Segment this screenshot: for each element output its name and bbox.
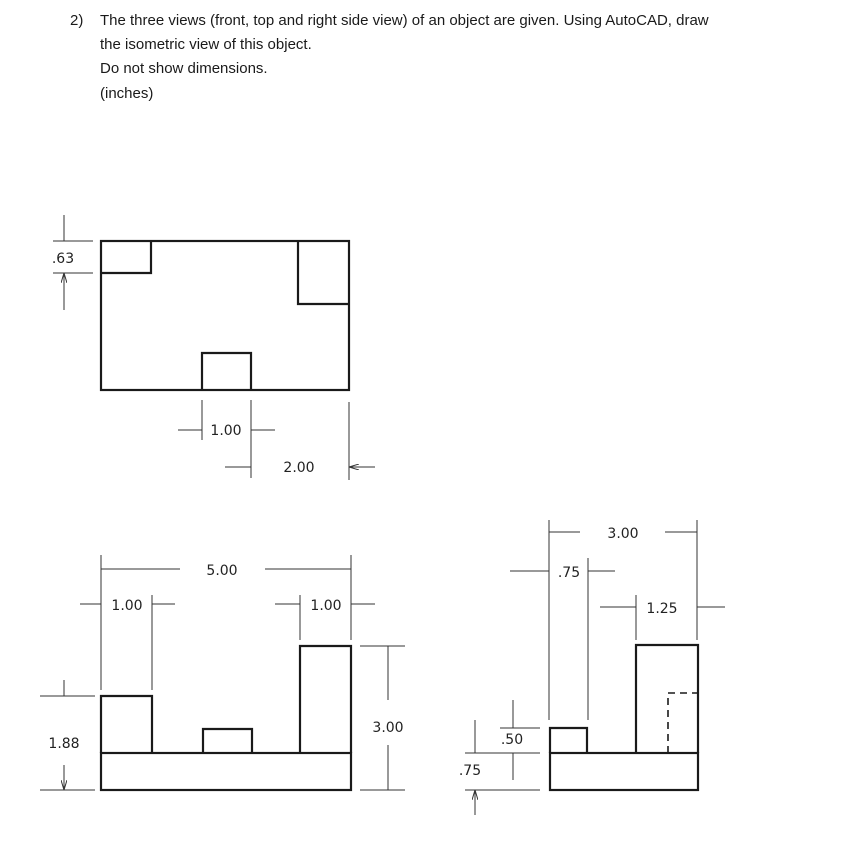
dim-side-075-top: .75 <box>557 565 581 581</box>
dim-side-050: .50 <box>500 732 524 748</box>
dim-side-300: 3.00 <box>607 526 639 542</box>
dim-front-100-right: 1.00 <box>310 598 342 614</box>
dim-front-300: 3.00 <box>372 720 404 736</box>
front-view <box>40 555 405 790</box>
problem-text-line-1: The three views (front, top and right side view) of an object are given. Using AutoCAD, draw <box>100 12 709 29</box>
dim-top-063: .63 <box>51 251 75 267</box>
dim-side-125: 1.25 <box>646 601 678 617</box>
dim-front-500: 5.00 <box>206 563 238 579</box>
problem-text-line-3: Do not show dimensions. <box>100 60 268 77</box>
dim-top-100: 1.00 <box>210 423 242 439</box>
dim-front-188: 1.88 <box>48 736 80 752</box>
dim-top-200: 2.00 <box>283 460 315 476</box>
right-side-view <box>459 520 725 815</box>
problem-text-line-2: the isometric view of this object. <box>100 36 312 53</box>
problem-number: 2) <box>70 12 84 29</box>
dim-front-100-left: 1.00 <box>111 598 143 614</box>
problem-text-line-4: (inches) <box>100 85 154 102</box>
top-view <box>52 215 375 480</box>
dim-side-075-base: .75 <box>458 763 482 779</box>
